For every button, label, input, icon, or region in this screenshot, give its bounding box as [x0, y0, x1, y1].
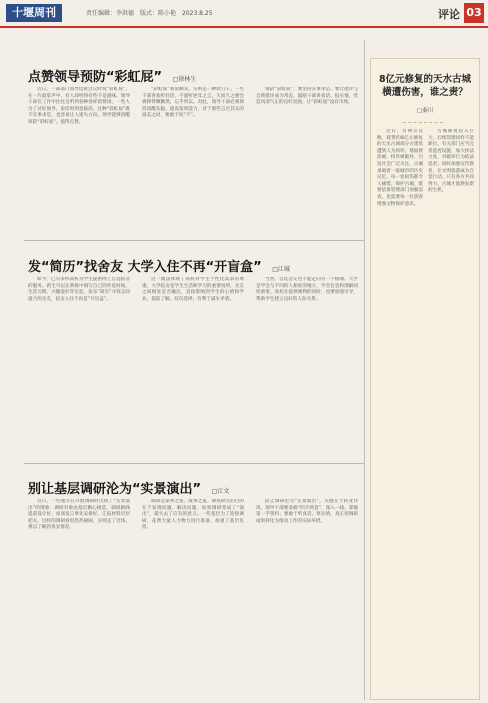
- article-1-title: 点赞领导预防“彩虹屁”: [28, 70, 163, 85]
- article-3-col-1-text: 近日，一些地方在开展调研时出现了“实景演出”的现象：调研对象由基层精心挑选，调研路线提前设计好，座谈发言事先安排好，汇报材料层层把关。这样的调研看似热热闹闹，实则走了过场，难以了解到真实情况。: [28, 499, 130, 531]
- sidebar-col-1: [377, 129, 423, 689]
- article-1-col-3: [256, 87, 358, 229]
- article-2-col-3: [256, 277, 358, 455]
- editor-meta: 责任编辑：李洪德 版式：陈小艳 2023.8.25: [86, 10, 213, 17]
- article-1-col-2: [142, 87, 244, 229]
- sidebar-title: 8亿元修复的天水古城 横遭伤害，谁之责？: [378, 74, 481, 98]
- article-2-byline: □江城: [272, 266, 290, 273]
- article-2-title: 发“简历”找舍友 大学入住不再“开盲盒”: [28, 260, 262, 275]
- article-3-byline: □江文: [211, 488, 230, 495]
- article-2-col-2: [142, 277, 244, 455]
- article-3-title-row: [28, 478, 376, 497]
- sidebar-col-2: [428, 129, 474, 689]
- divider-2: [24, 463, 364, 464]
- article-1-title-row: [28, 66, 376, 85]
- article-2-col-3-text: 当然，自选舍友也不能走向另一个极端。大学是学会与不同的人相处的地方，学会包容和理解同样重要。高校在提供便利的同时，也要加强引导，帮助学生建立良好的人际关系。: [256, 277, 358, 302]
- sidebar-col-2-text: 古城修复投入巨大，后续管理同样不能缺位。有关部门应当完善监控设施，加大执法力度，对破坏行为依法追责；同时加强宣传教育，让文明旅游成为自觉行动。只有各方共同努力，古城才能焕发新的生机。: [428, 129, 474, 194]
- article-3-col-3-text: 防止调研沦为“实景演出”，关键在于转变作风。领导干部要多搞“四不两直”，深入一线，掌握第一手资料；要敢于听真话、察实情，真正把调研成果转化为推动工作的实际举措。: [256, 499, 358, 524]
- column-divider: [364, 40, 365, 700]
- sidebar-col-1-text: 近日，有网友反映，耗资约8亿元修复的天水古城部分古建筑遭到人为损坏，墙面被涂画、构件被破坏，引发社会广泛关注。古城承载着一座城市的历史记忆，每一处损伤都令人痛惜。保护古城，既要依靠管理部门加强巡查，也需要每一位游客增强文物保护意识。: [377, 129, 423, 207]
- page-header: [0, 0, 488, 28]
- article-1-col-2-text: “彩虹屁”看似顺耳，实则是一种软刀子。一些干部喜欢听好话，不爱听逆耳之言，久而久之便会被捧得飘飘然，忘乎所以。对此，领导干部必须保持清醒头脑，提高鉴别能力，对于那些言过其实的溢美之词，要敢于说“不”。: [142, 87, 244, 119]
- article-3-title: 别让基层调研沦为“实景演出”: [28, 482, 202, 497]
- page-number: 03: [464, 3, 484, 23]
- article-2-title-row: [28, 256, 376, 275]
- sidebar-commentary: [370, 58, 480, 700]
- article-1-byline: □徐林生: [172, 76, 197, 83]
- article-1-col-3-text: 预防“彩虹屁”，要坚持实事求是。要让批评与自我批评成为常态，鼓励干部讲真话、报实情，营造风清气正的良好氛围，让“彩虹屁”没有市场。: [256, 87, 358, 106]
- article-1-col-1: [28, 87, 130, 229]
- article-2-col-1-text: 如今，已有多所高校为学生提供网上自选宿舍的服务。新生可以在系统中填写自己的作息时间、生活习惯、兴趣爱好等信息，发布“简历”寻找志同道合的舍友，宿舍入住不再是“开盲盒”。: [28, 277, 130, 302]
- sidebar-ornament-rule: [403, 122, 443, 123]
- section-label: 评论: [438, 8, 460, 21]
- article-3-col-3: [256, 499, 358, 697]
- article-3-col-2: [142, 499, 244, 697]
- masthead: 十堰周刊: [6, 4, 62, 22]
- sidebar-byline: □秦川: [416, 108, 434, 114]
- article-2-col-2-text: 这一做法体现了高校对学生个性化需求的尊重。大学宿舍是学生生活和学习的重要场所，舍友之间相处是否融洽，直接影响到学生的心情和学业。提前了解、双向选择，有利于减少矛盾。: [142, 277, 244, 302]
- article-3-col-2-text: 调研是谋事之基、成事之道。调查研究的目的在于发现问题、解决问题，如果调研变成了“演出”，就失去了应有的意义。一些基层为了迎接调研，花费大量人力物力进行准备，加重了基层负担。: [142, 499, 244, 531]
- article-1-col-1-text: 近日，一部部门领导出席会议时说“彩虹屁”，在一片鼓掌声中，有人却听得有些不是滋味。领导干部在工作中往往会听到各种各样的赞扬，一些人为了讨好领导，说话时刻意拔高，这种“彩虹屁”既不实事求是，也容易让人迷失方向。领导能够清醒预防“彩虹屁”，值得点赞。: [28, 87, 130, 125]
- article-3-col-1: [28, 499, 130, 697]
- divider-1: [24, 240, 364, 241]
- article-2-col-1: [28, 277, 130, 455]
